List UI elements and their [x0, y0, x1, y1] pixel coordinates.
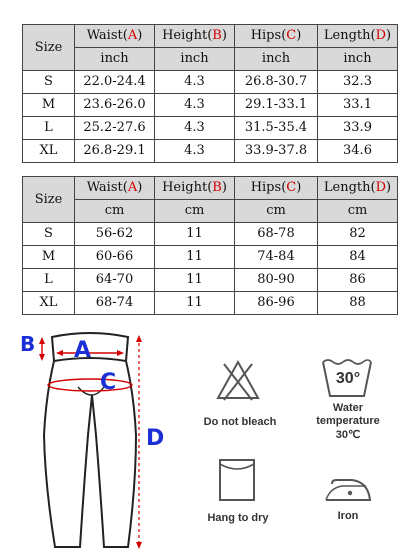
iron-icon	[322, 470, 374, 504]
table-cell: 4.3	[155, 117, 235, 140]
table-cell: 11	[155, 223, 235, 246]
table-cell: 32.3	[318, 71, 398, 94]
size-cell: XL	[23, 292, 75, 315]
table-row	[23, 140, 398, 163]
label-d: D	[146, 426, 165, 451]
size-cell: S	[23, 223, 75, 246]
table-cell: 31.5-35.4	[235, 117, 318, 140]
table-cell: 64-70	[75, 269, 155, 292]
table-cell: 4.3	[155, 140, 235, 163]
hang-dry-icon	[218, 458, 256, 502]
table-row	[23, 292, 398, 315]
table-header-row	[23, 25, 398, 48]
table-cell: 22.0-24.4	[75, 71, 155, 94]
unit-cell: cm	[155, 200, 235, 223]
table-cell: 26.8-29.1	[75, 140, 155, 163]
table-cell: 34.6	[318, 140, 398, 163]
unit-row	[23, 48, 398, 71]
hang-dry-caption: Hang to dry	[207, 512, 269, 524]
arrow-right	[117, 350, 124, 356]
table-cell: 11	[155, 246, 235, 269]
table-row	[23, 269, 398, 292]
table-cell: 33.9	[318, 117, 398, 140]
unit-cell: inch	[155, 48, 235, 71]
arrow-down	[136, 542, 142, 549]
table-row	[23, 223, 398, 246]
arrow-left	[56, 350, 63, 356]
label-c: C	[100, 370, 117, 395]
size-table-cm	[22, 176, 398, 315]
size-header: Size	[23, 177, 75, 223]
arrow-down	[39, 354, 45, 361]
table-cell: 84	[318, 246, 398, 269]
unit-cell: cm	[75, 200, 155, 223]
table-cell: 25.2-27.6	[75, 117, 155, 140]
table-row	[23, 71, 398, 94]
arrow-up	[136, 335, 142, 342]
header-height: Height(B)	[155, 177, 235, 200]
size-cell: L	[23, 269, 75, 292]
water-temp-caption-2: temperature	[316, 415, 380, 427]
table-cell: 33.1	[318, 94, 398, 117]
label-b: B	[20, 332, 36, 356]
header-hips: Hips(C)	[235, 25, 318, 48]
wash-temperature-value: 30°	[335, 370, 361, 387]
table-cell: 26.8-30.7	[235, 71, 318, 94]
header-length: Length(D)	[318, 25, 398, 48]
unit-cell: inch	[318, 48, 398, 71]
arrow-up	[39, 337, 45, 344]
header-height: Height(B)	[155, 25, 235, 48]
table-cell: 33.9-37.8	[235, 140, 318, 163]
table-cell: 74-84	[235, 246, 318, 269]
table-cell: 82	[318, 223, 398, 246]
unit-cell: inch	[75, 48, 155, 71]
hips-measure-ellipse	[48, 379, 132, 391]
table-cell: 4.3	[155, 71, 235, 94]
size-table-inch	[22, 24, 398, 163]
unit-cell: cm	[235, 200, 318, 223]
size-cell: S	[23, 71, 75, 94]
no-bleach-icon	[214, 358, 262, 402]
size-cell: M	[23, 246, 75, 269]
table-cell: 86	[318, 269, 398, 292]
table-row	[23, 246, 398, 269]
table-cell: 56-62	[75, 223, 155, 246]
header-hips: Hips(C)	[235, 177, 318, 200]
unit-row	[23, 200, 398, 223]
unit-cell: inch	[235, 48, 318, 71]
table-row	[23, 117, 398, 140]
table-cell: 11	[155, 292, 235, 315]
size-cell: L	[23, 117, 75, 140]
header-waist: Waist(A)	[75, 177, 155, 200]
table-cell: 86-96	[235, 292, 318, 315]
header-length: Length(D)	[318, 177, 398, 200]
size-header: Size	[23, 25, 75, 71]
unit-cell: cm	[318, 200, 398, 223]
table-cell: 11	[155, 269, 235, 292]
table-header-row	[23, 177, 398, 200]
table-cell: 29.1-33.1	[235, 94, 318, 117]
table-cell: 68-78	[235, 223, 318, 246]
table-cell: 80-90	[235, 269, 318, 292]
water-temp-caption-3: 30℃	[335, 429, 361, 441]
size-cell: XL	[23, 140, 75, 163]
table-cell: 23.6-26.0	[75, 94, 155, 117]
label-a: A	[74, 338, 92, 363]
header-waist: Waist(A)	[75, 25, 155, 48]
no-bleach-caption: Do not bleach	[203, 416, 277, 428]
iron-caption: Iron	[337, 510, 359, 522]
table-cell: 68-74	[75, 292, 155, 315]
size-cell: M	[23, 94, 75, 117]
table-cell: 88	[318, 292, 398, 315]
table-cell: 60-66	[75, 246, 155, 269]
table-row	[23, 94, 398, 117]
table-cell: 4.3	[155, 94, 235, 117]
water-temp-caption-1: Water	[332, 402, 364, 414]
